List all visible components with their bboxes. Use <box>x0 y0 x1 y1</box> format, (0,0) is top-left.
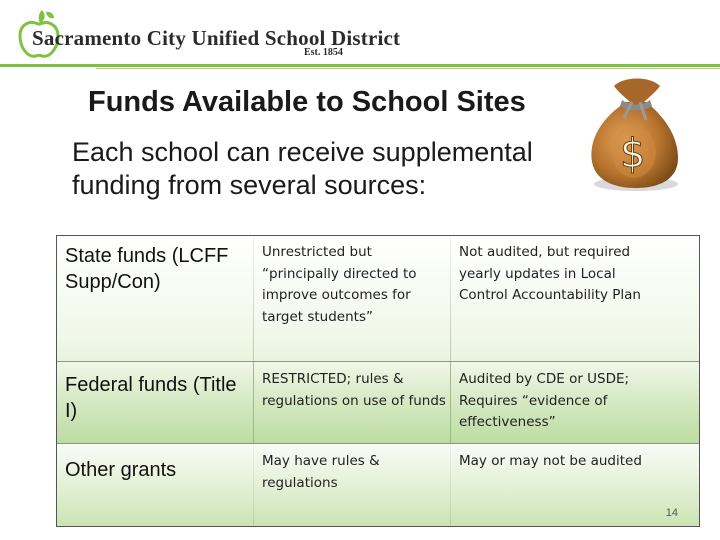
restriction-cell: RESTRICTED; rules & regulations on use of funds <box>262 371 446 409</box>
oversight-cell: Not audited, but required yearly updates in Local Control Accountability Plan <box>459 244 641 303</box>
slide-subtitle: Each school can receive supplemental funding from several sources: <box>72 137 533 200</box>
district-header <box>0 0 720 72</box>
svg-text:$: $ <box>620 131 646 177</box>
table-row <box>57 444 699 526</box>
slide-title: Funds Available to School Sites <box>88 86 526 118</box>
funding-source-cell: Other grants <box>65 459 177 481</box>
page-number: 14 <box>665 507 678 519</box>
oversight-cell: May or may not be audited <box>459 453 642 469</box>
funding-source-cell: State funds (LCFF Supp/Con) <box>65 245 229 293</box>
funding-sources-table <box>56 235 700 527</box>
restriction-cell: Unrestricted but “principally directed to improve outcomes for target students” <box>262 244 417 325</box>
header-divider-thin <box>96 68 720 69</box>
table-row <box>57 362 699 444</box>
restriction-cell: May have rules & regulations <box>262 453 380 491</box>
table-row <box>57 236 699 362</box>
header-divider <box>0 64 720 67</box>
oversight-cell: Audited by CDE or USDE; Requires “evidence of effectiveness” <box>459 371 630 430</box>
district-name: Sacramento City Unified School District <box>32 26 401 50</box>
funding-source-cell: Federal funds (Title I) <box>65 374 237 422</box>
established-year: Est. 1854 <box>304 47 343 58</box>
